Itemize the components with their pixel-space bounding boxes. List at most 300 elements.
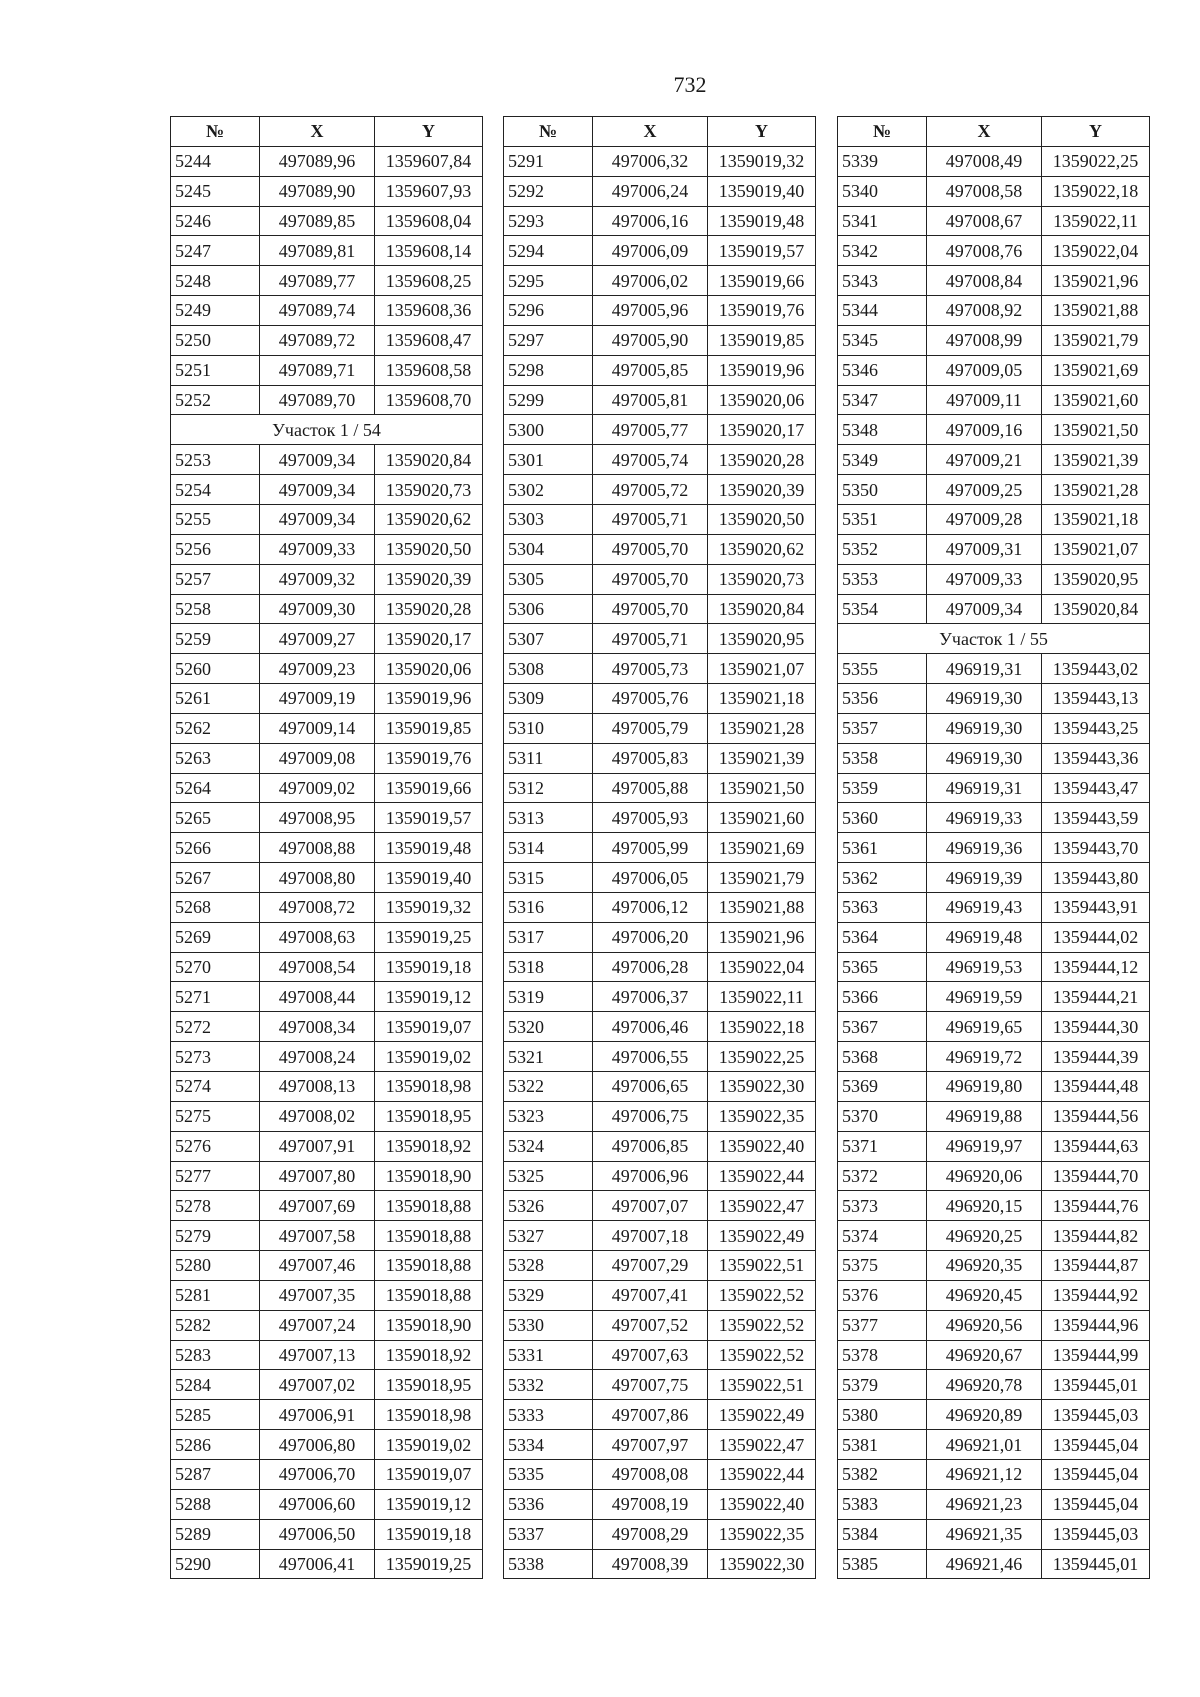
x-coordinate-cell: 496919,59	[927, 982, 1042, 1012]
table-row	[838, 415, 1150, 445]
x-coordinate-cell: 497007,52	[593, 1310, 708, 1340]
header-y: Y	[375, 117, 483, 147]
y-coordinate-cell: 1359444,56	[1042, 1101, 1150, 1131]
y-coordinate-cell: 1359444,92	[1042, 1280, 1150, 1310]
point-number-cell: 5272	[171, 1012, 260, 1042]
y-coordinate-cell: 1359020,17	[375, 624, 483, 654]
x-coordinate-cell: 497009,25	[927, 475, 1042, 505]
point-number-cell: 5304	[504, 534, 593, 564]
y-coordinate-cell: 1359021,96	[1042, 266, 1150, 296]
table-row	[171, 1042, 483, 1072]
point-number-cell: 5252	[171, 385, 260, 415]
y-coordinate-cell: 1359021,28	[708, 713, 816, 743]
table-row	[504, 1131, 816, 1161]
x-coordinate-cell: 496919,30	[927, 713, 1042, 743]
table-row	[171, 594, 483, 624]
y-coordinate-cell: 1359019,57	[375, 803, 483, 833]
table-row	[504, 743, 816, 773]
y-coordinate-cell: 1359445,04	[1042, 1430, 1150, 1460]
table-row	[504, 1370, 816, 1400]
table-row	[171, 1340, 483, 1370]
point-number-cell: 5300	[504, 415, 593, 445]
y-coordinate-cell: 1359022,35	[708, 1519, 816, 1549]
x-coordinate-cell: 497008,44	[260, 982, 375, 1012]
point-number-cell: 5255	[171, 504, 260, 534]
x-coordinate-cell: 497009,31	[927, 534, 1042, 564]
point-number-cell: 5319	[504, 982, 593, 1012]
x-coordinate-cell: 497008,49	[927, 146, 1042, 176]
point-number-cell: 5245	[171, 176, 260, 206]
point-number-cell: 5370	[838, 1101, 927, 1131]
header-number: №	[838, 117, 927, 147]
x-coordinate-cell: 497089,90	[260, 176, 375, 206]
table-row	[171, 1370, 483, 1400]
table-row	[838, 982, 1150, 1012]
point-number-cell: 5260	[171, 654, 260, 684]
x-coordinate-cell: 497006,12	[593, 892, 708, 922]
table-row	[504, 654, 816, 684]
y-coordinate-cell: 1359443,13	[1042, 684, 1150, 714]
point-number-cell: 5353	[838, 564, 927, 594]
table-row	[171, 743, 483, 773]
x-coordinate-cell: 496921,46	[927, 1549, 1042, 1579]
table-row	[838, 1251, 1150, 1281]
table-row	[171, 534, 483, 564]
point-number-cell: 5358	[838, 743, 927, 773]
x-coordinate-cell: 496920,35	[927, 1251, 1042, 1281]
table-row	[838, 1280, 1150, 1310]
point-number-cell: 5296	[504, 296, 593, 326]
y-coordinate-cell: 1359022,51	[708, 1370, 816, 1400]
coordinates-table-3	[837, 116, 1150, 1579]
y-coordinate-cell: 1359020,28	[375, 594, 483, 624]
point-number-cell: 5265	[171, 803, 260, 833]
table-row	[171, 1191, 483, 1221]
table-row	[504, 773, 816, 803]
y-coordinate-cell: 1359021,79	[708, 863, 816, 893]
x-coordinate-cell: 497009,34	[260, 504, 375, 534]
table-row	[838, 206, 1150, 236]
x-coordinate-cell: 496919,53	[927, 952, 1042, 982]
table-row	[838, 952, 1150, 982]
table-row	[171, 1280, 483, 1310]
table-row	[171, 1459, 483, 1489]
table-row	[171, 1489, 483, 1519]
point-number-cell: 5267	[171, 863, 260, 893]
point-number-cell: 5384	[838, 1519, 927, 1549]
x-coordinate-cell: 496920,67	[927, 1340, 1042, 1370]
point-number-cell: 5351	[838, 504, 927, 534]
x-coordinate-cell: 497006,80	[260, 1430, 375, 1460]
point-number-cell: 5289	[171, 1519, 260, 1549]
table-row	[171, 385, 483, 415]
x-coordinate-cell: 496919,88	[927, 1101, 1042, 1131]
y-coordinate-cell: 1359608,14	[375, 236, 483, 266]
point-number-cell: 5310	[504, 713, 593, 743]
point-number-cell: 5376	[838, 1280, 927, 1310]
x-coordinate-cell: 497006,91	[260, 1400, 375, 1430]
y-coordinate-cell: 1359444,76	[1042, 1191, 1150, 1221]
x-coordinate-cell: 496920,56	[927, 1310, 1042, 1340]
point-number-cell: 5248	[171, 266, 260, 296]
table-row	[504, 475, 816, 505]
y-coordinate-cell: 1359022,04	[1042, 236, 1150, 266]
section-title: Участок 1 / 55	[838, 624, 1150, 654]
table-row	[171, 1430, 483, 1460]
table-row	[838, 743, 1150, 773]
table-row	[838, 863, 1150, 893]
point-number-cell: 5383	[838, 1489, 927, 1519]
point-number-cell: 5373	[838, 1191, 927, 1221]
point-number-cell: 5303	[504, 504, 593, 534]
point-number-cell: 5362	[838, 863, 927, 893]
point-number-cell: 5247	[171, 236, 260, 266]
table-row	[504, 952, 816, 982]
x-coordinate-cell: 497009,23	[260, 654, 375, 684]
y-coordinate-cell: 1359018,92	[375, 1131, 483, 1161]
point-number-cell: 5286	[171, 1430, 260, 1460]
point-number-cell: 5261	[171, 684, 260, 714]
point-number-cell: 5339	[838, 146, 927, 176]
point-number-cell: 5382	[838, 1459, 927, 1489]
point-number-cell: 5306	[504, 594, 593, 624]
header-x: X	[593, 117, 708, 147]
y-coordinate-cell: 1359019,02	[375, 1042, 483, 1072]
x-coordinate-cell: 496919,80	[927, 1072, 1042, 1102]
point-number-cell: 5269	[171, 922, 260, 952]
table-row	[838, 1101, 1150, 1131]
point-number-cell: 5263	[171, 743, 260, 773]
y-coordinate-cell: 1359021,79	[1042, 325, 1150, 355]
x-coordinate-cell: 497089,70	[260, 385, 375, 415]
table-row	[171, 206, 483, 236]
x-coordinate-cell: 497008,08	[593, 1459, 708, 1489]
point-number-cell: 5305	[504, 564, 593, 594]
point-number-cell: 5381	[838, 1430, 927, 1460]
point-number-cell: 5324	[504, 1131, 593, 1161]
table-row	[171, 1221, 483, 1251]
x-coordinate-cell: 497005,96	[593, 296, 708, 326]
table-row	[504, 1519, 816, 1549]
x-coordinate-cell: 496920,15	[927, 1191, 1042, 1221]
x-coordinate-cell: 497009,08	[260, 743, 375, 773]
y-coordinate-cell: 1359608,47	[375, 325, 483, 355]
x-coordinate-cell: 496919,30	[927, 743, 1042, 773]
y-coordinate-cell: 1359021,18	[708, 684, 816, 714]
y-coordinate-cell: 1359018,88	[375, 1280, 483, 1310]
y-coordinate-cell: 1359019,96	[375, 684, 483, 714]
table-row	[838, 475, 1150, 505]
table-row	[838, 1191, 1150, 1221]
table-row	[838, 296, 1150, 326]
table-row	[171, 1012, 483, 1042]
point-number-cell: 5287	[171, 1459, 260, 1489]
table-row	[838, 594, 1150, 624]
point-number-cell: 5359	[838, 773, 927, 803]
point-number-cell: 5347	[838, 385, 927, 415]
y-coordinate-cell: 1359444,87	[1042, 1251, 1150, 1281]
y-coordinate-cell: 1359608,04	[375, 206, 483, 236]
x-coordinate-cell: 497009,02	[260, 773, 375, 803]
table-row	[171, 355, 483, 385]
y-coordinate-cell: 1359443,70	[1042, 833, 1150, 863]
x-coordinate-cell: 496920,06	[927, 1161, 1042, 1191]
y-coordinate-cell: 1359022,35	[708, 1101, 816, 1131]
x-coordinate-cell: 496920,45	[927, 1280, 1042, 1310]
table-row	[504, 1191, 816, 1221]
y-coordinate-cell: 1359019,76	[375, 743, 483, 773]
point-number-cell: 5311	[504, 743, 593, 773]
table-row	[171, 654, 483, 684]
x-coordinate-cell: 497009,33	[927, 564, 1042, 594]
point-number-cell: 5364	[838, 922, 927, 952]
point-number-cell: 5298	[504, 355, 593, 385]
y-coordinate-cell: 1359020,73	[375, 475, 483, 505]
point-number-cell: 5385	[838, 1549, 927, 1579]
y-coordinate-cell: 1359019,66	[708, 266, 816, 296]
point-number-cell: 5251	[171, 355, 260, 385]
x-coordinate-cell: 497007,07	[593, 1191, 708, 1221]
x-coordinate-cell: 497007,29	[593, 1251, 708, 1281]
y-coordinate-cell: 1359019,85	[708, 325, 816, 355]
x-coordinate-cell: 497008,76	[927, 236, 1042, 266]
y-coordinate-cell: 1359022,44	[708, 1459, 816, 1489]
point-number-cell: 5354	[838, 594, 927, 624]
point-number-cell: 5281	[171, 1280, 260, 1310]
y-coordinate-cell: 1359021,88	[708, 892, 816, 922]
x-coordinate-cell: 497005,77	[593, 415, 708, 445]
table-row	[171, 713, 483, 743]
table-row	[838, 833, 1150, 863]
y-coordinate-cell: 1359019,57	[708, 236, 816, 266]
table-row	[504, 803, 816, 833]
point-number-cell: 5259	[171, 624, 260, 654]
point-number-cell: 5363	[838, 892, 927, 922]
table-row	[838, 1489, 1150, 1519]
table-row	[504, 296, 816, 326]
y-coordinate-cell: 1359019,32	[375, 892, 483, 922]
x-coordinate-cell: 497009,14	[260, 713, 375, 743]
y-coordinate-cell: 1359020,50	[375, 534, 483, 564]
point-number-cell: 5321	[504, 1042, 593, 1072]
point-number-cell: 5283	[171, 1340, 260, 1370]
point-number-cell: 5342	[838, 236, 927, 266]
y-coordinate-cell: 1359020,73	[708, 564, 816, 594]
table-row	[504, 236, 816, 266]
point-number-cell: 5290	[171, 1549, 260, 1579]
x-coordinate-cell: 497089,71	[260, 355, 375, 385]
table-row	[504, 892, 816, 922]
y-coordinate-cell: 1359019,07	[375, 1459, 483, 1489]
table-row	[838, 892, 1150, 922]
table-row	[504, 415, 816, 445]
x-coordinate-cell: 496921,23	[927, 1489, 1042, 1519]
y-coordinate-cell: 1359022,18	[708, 1012, 816, 1042]
point-number-cell: 5344	[838, 296, 927, 326]
x-coordinate-cell: 497089,85	[260, 206, 375, 236]
x-coordinate-cell: 497009,11	[927, 385, 1042, 415]
point-number-cell: 5285	[171, 1400, 260, 1430]
table-row	[504, 863, 816, 893]
table-row	[171, 176, 483, 206]
x-coordinate-cell: 497089,77	[260, 266, 375, 296]
x-coordinate-cell: 497007,35	[260, 1280, 375, 1310]
table-row	[504, 1340, 816, 1370]
table-row	[838, 236, 1150, 266]
x-coordinate-cell: 496921,01	[927, 1430, 1042, 1460]
table-row	[504, 1012, 816, 1042]
x-coordinate-cell: 497006,05	[593, 863, 708, 893]
y-coordinate-cell: 1359019,25	[375, 922, 483, 952]
y-coordinate-cell: 1359444,82	[1042, 1221, 1150, 1251]
y-coordinate-cell: 1359607,93	[375, 176, 483, 206]
x-coordinate-cell: 497007,86	[593, 1400, 708, 1430]
table-row	[504, 1042, 816, 1072]
y-coordinate-cell: 1359018,95	[375, 1370, 483, 1400]
point-number-cell: 5279	[171, 1221, 260, 1251]
point-number-cell: 5343	[838, 266, 927, 296]
y-coordinate-cell: 1359018,98	[375, 1400, 483, 1430]
header-y: Y	[1042, 117, 1150, 147]
point-number-cell: 5297	[504, 325, 593, 355]
point-number-cell: 5314	[504, 833, 593, 863]
table-row	[171, 803, 483, 833]
y-coordinate-cell: 1359021,69	[708, 833, 816, 863]
table-row	[504, 982, 816, 1012]
table-row	[171, 325, 483, 355]
y-coordinate-cell: 1359018,90	[375, 1310, 483, 1340]
y-coordinate-cell: 1359445,04	[1042, 1489, 1150, 1519]
x-coordinate-cell: 497005,90	[593, 325, 708, 355]
table-row	[504, 1310, 816, 1340]
table-row	[838, 1161, 1150, 1191]
table-row	[504, 176, 816, 206]
y-coordinate-cell: 1359020,84	[375, 445, 483, 475]
point-number-cell: 5278	[171, 1191, 260, 1221]
point-number-cell: 5320	[504, 1012, 593, 1042]
table-row	[504, 1549, 816, 1579]
x-coordinate-cell: 496920,25	[927, 1221, 1042, 1251]
point-number-cell: 5256	[171, 534, 260, 564]
y-coordinate-cell: 1359020,39	[708, 475, 816, 505]
y-coordinate-cell: 1359020,39	[375, 564, 483, 594]
point-number-cell: 5341	[838, 206, 927, 236]
y-coordinate-cell: 1359020,50	[708, 504, 816, 534]
x-coordinate-cell: 496919,43	[927, 892, 1042, 922]
table-row	[171, 1400, 483, 1430]
x-coordinate-cell: 497006,41	[260, 1549, 375, 1579]
point-number-cell: 5302	[504, 475, 593, 505]
y-coordinate-cell: 1359018,98	[375, 1072, 483, 1102]
table-row	[838, 1459, 1150, 1489]
x-coordinate-cell: 496919,65	[927, 1012, 1042, 1042]
table-row	[171, 475, 483, 505]
table-row	[504, 1489, 816, 1519]
point-number-cell: 5331	[504, 1340, 593, 1370]
y-coordinate-cell: 1359021,07	[1042, 534, 1150, 564]
table-row	[171, 863, 483, 893]
x-coordinate-cell: 497009,32	[260, 564, 375, 594]
table-row	[838, 1131, 1150, 1161]
point-number-cell: 5280	[171, 1251, 260, 1281]
table-row	[171, 892, 483, 922]
table-row	[504, 833, 816, 863]
x-coordinate-cell: 496920,78	[927, 1370, 1042, 1400]
x-coordinate-cell: 497009,16	[927, 415, 1042, 445]
x-coordinate-cell: 497007,13	[260, 1340, 375, 1370]
x-coordinate-cell: 497006,24	[593, 176, 708, 206]
table-row	[504, 564, 816, 594]
y-coordinate-cell: 1359020,28	[708, 445, 816, 475]
x-coordinate-cell: 497005,72	[593, 475, 708, 505]
y-coordinate-cell: 1359444,12	[1042, 952, 1150, 982]
header-x: X	[927, 117, 1042, 147]
x-coordinate-cell: 497006,02	[593, 266, 708, 296]
y-coordinate-cell: 1359019,07	[375, 1012, 483, 1042]
x-coordinate-cell: 497006,50	[260, 1519, 375, 1549]
table-row	[171, 564, 483, 594]
table-row	[171, 1161, 483, 1191]
y-coordinate-cell: 1359021,88	[1042, 296, 1150, 326]
point-number-cell: 5291	[504, 146, 593, 176]
x-coordinate-cell: 497007,02	[260, 1370, 375, 1400]
header-number: №	[504, 117, 593, 147]
x-coordinate-cell: 497005,83	[593, 743, 708, 773]
x-coordinate-cell: 497006,09	[593, 236, 708, 266]
x-coordinate-cell: 496919,36	[927, 833, 1042, 863]
x-coordinate-cell: 497009,19	[260, 684, 375, 714]
table-row	[838, 1221, 1150, 1251]
x-coordinate-cell: 497007,18	[593, 1221, 708, 1251]
table-row	[504, 1072, 816, 1102]
table-row	[171, 833, 483, 863]
y-coordinate-cell: 1359022,52	[708, 1340, 816, 1370]
x-coordinate-cell: 497006,37	[593, 982, 708, 1012]
x-coordinate-cell: 496919,97	[927, 1131, 1042, 1161]
table-row	[171, 504, 483, 534]
x-coordinate-cell: 497007,24	[260, 1310, 375, 1340]
point-number-cell: 5246	[171, 206, 260, 236]
x-coordinate-cell: 497009,27	[260, 624, 375, 654]
point-number-cell: 5357	[838, 713, 927, 743]
table-row	[171, 236, 483, 266]
table-row	[171, 1251, 483, 1281]
x-coordinate-cell: 497008,54	[260, 952, 375, 982]
point-number-cell: 5379	[838, 1370, 927, 1400]
table-row	[504, 1280, 816, 1310]
table-row	[838, 1400, 1150, 1430]
table-row	[504, 1459, 816, 1489]
y-coordinate-cell: 1359021,69	[1042, 355, 1150, 385]
x-coordinate-cell: 497009,34	[260, 475, 375, 505]
section-row	[171, 415, 483, 445]
point-number-cell: 5365	[838, 952, 927, 982]
x-coordinate-cell: 497008,95	[260, 803, 375, 833]
y-coordinate-cell: 1359019,48	[708, 206, 816, 236]
table-row	[838, 1370, 1150, 1400]
y-coordinate-cell: 1359022,52	[708, 1280, 816, 1310]
y-coordinate-cell: 1359022,51	[708, 1251, 816, 1281]
y-coordinate-cell: 1359020,62	[708, 534, 816, 564]
y-coordinate-cell: 1359445,01	[1042, 1549, 1150, 1579]
y-coordinate-cell: 1359021,39	[1042, 445, 1150, 475]
x-coordinate-cell: 497007,58	[260, 1221, 375, 1251]
point-number-cell: 5301	[504, 445, 593, 475]
point-number-cell: 5378	[838, 1340, 927, 1370]
x-coordinate-cell: 496919,72	[927, 1042, 1042, 1072]
x-coordinate-cell: 497006,32	[593, 146, 708, 176]
y-coordinate-cell: 1359443,80	[1042, 863, 1150, 893]
